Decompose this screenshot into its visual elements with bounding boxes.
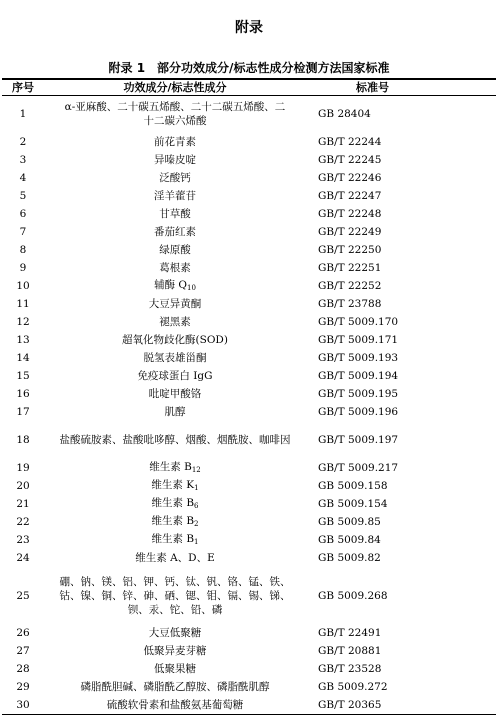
appendix-title: 附录	[235, 20, 263, 36]
component-name	[44, 549, 306, 567]
table-row	[2, 421, 496, 459]
component-name-text: 维生素 B	[151, 514, 195, 527]
standard-number: GB/T 5009.193	[318, 352, 399, 364]
component-subscript: 6	[194, 501, 199, 510]
component-name	[44, 205, 306, 223]
row-number: 7	[19, 226, 27, 238]
table-row	[2, 477, 496, 495]
component-name	[44, 696, 306, 714]
component-name	[44, 295, 306, 313]
row-number: 9	[19, 262, 27, 274]
standard-number: GB/T 5009.171	[318, 334, 399, 346]
table-row	[2, 133, 496, 151]
table-row	[2, 95, 496, 133]
table-row	[2, 295, 496, 313]
row-number: 4	[19, 172, 27, 184]
table-row	[2, 513, 496, 531]
component-name	[44, 241, 306, 259]
row-number: 1	[19, 108, 27, 121]
standards-table-container	[2, 78, 496, 715]
row-number: 29	[16, 681, 30, 693]
component-name-text: 超氧化物歧化酶(SOD)	[122, 334, 228, 346]
component-name-text: 异嗪皮啶	[154, 154, 196, 166]
header-no: 序号	[2, 79, 44, 95]
table-row	[2, 259, 496, 277]
standards-table	[2, 78, 496, 715]
component-name-text: 硫酸软骨素和盐酸氨基葡萄糖	[106, 698, 244, 711]
row-number: 16	[16, 388, 30, 400]
component-name	[44, 513, 306, 531]
component-name-text: 绿原酸	[159, 244, 191, 256]
table-row	[2, 531, 496, 549]
component-name	[44, 660, 306, 678]
component-subscript: 10	[187, 283, 196, 292]
table-row	[2, 403, 496, 421]
component-name	[44, 678, 306, 696]
standard-number: GB/T 22244	[318, 136, 382, 148]
table-row	[2, 367, 496, 385]
component-name-text: 前花青素	[154, 136, 196, 148]
header-component: 功效成分/标志性成分	[44, 79, 306, 95]
table-row	[2, 624, 496, 642]
row-number: 17	[16, 406, 30, 418]
row-number: 20	[16, 480, 30, 492]
header-standard: 标准号	[306, 79, 496, 95]
row-number: 5	[19, 190, 27, 202]
table-row	[2, 313, 496, 331]
component-name	[44, 367, 306, 385]
row-number: 24	[16, 552, 30, 564]
table-row	[2, 385, 496, 403]
row-number: 30	[2, 696, 44, 714]
standard-number: GB/T 22252	[318, 280, 382, 292]
table-row	[2, 331, 496, 349]
standard-number: GB 5009.268	[318, 589, 388, 602]
standard-number: GB 5009.154	[318, 498, 388, 510]
component-name-text: 褪黑素	[159, 316, 191, 328]
component-name-text: 维生素 A、D、E	[135, 552, 215, 564]
standard-number: GB 28404	[318, 108, 371, 121]
row-number: 3	[19, 154, 27, 166]
standard-number: GB/T 22249	[318, 226, 382, 238]
row-number: 22	[16, 516, 30, 528]
table-caption: 附录 1 部分功效成分/标志性成分检测方法国家标准	[108, 61, 390, 75]
standard-number: GB/T 5009.217	[318, 462, 399, 474]
component-name	[44, 277, 306, 295]
component-name-text: α-亚麻酸、二十碳五烯酸、二十二碳五烯酸、二十二碳六烯酸	[64, 101, 286, 128]
table-row	[2, 642, 496, 660]
table-row	[2, 349, 496, 367]
component-name-text: 低聚果糖	[154, 663, 196, 675]
row-number: 21	[16, 498, 30, 510]
row-number: 2	[19, 136, 27, 148]
row-number: 25	[16, 589, 30, 602]
component-name-text: 葛根素	[159, 262, 191, 274]
component-subscript: 1	[194, 537, 199, 546]
row-number: 13	[16, 334, 30, 346]
table-row	[2, 660, 496, 678]
component-name	[44, 495, 306, 513]
standard-number: GB/T 5009.195	[318, 388, 399, 400]
standard-number: GB 5009.272	[318, 681, 388, 693]
table-row	[2, 151, 496, 169]
row-number: 10	[16, 280, 30, 292]
row-number: 8	[19, 244, 27, 256]
component-subscript: 12	[191, 465, 201, 474]
standard-number: GB/T 22248	[318, 208, 382, 220]
component-name-text: 番茄红素	[154, 226, 196, 238]
table-row	[2, 205, 496, 223]
component-name-text: 维生素 B	[149, 460, 192, 473]
row-number: 12	[16, 316, 30, 328]
component-name-text: 甘草酸	[159, 208, 191, 220]
standard-number: GB/T 20881	[318, 645, 382, 657]
component-subscript: 2	[194, 519, 199, 528]
row-number: 19	[16, 462, 30, 474]
component-subscript: 1	[194, 483, 199, 492]
table-body	[2, 95, 496, 714]
component-name	[44, 642, 306, 660]
component-name-text: 磷脂酰胆碱、磷脂酰乙醇胺、磷脂酰肌醇	[80, 681, 270, 693]
component-name-text: 维生素 B	[151, 532, 195, 545]
table-row	[2, 277, 496, 295]
component-name	[44, 95, 306, 133]
standard-number: GB/T 22491	[318, 627, 382, 639]
table-row	[2, 567, 496, 624]
component-name	[44, 349, 306, 367]
standard-number: GB 5009.82	[318, 552, 381, 564]
standard-number: GB/T 20365	[306, 696, 496, 714]
component-name	[44, 385, 306, 403]
component-name	[44, 477, 306, 495]
component-name-text: 维生素 K	[151, 478, 195, 491]
standard-number: GB/T 22245	[318, 154, 382, 166]
row-number: 14	[16, 352, 30, 364]
row-number: 27	[16, 645, 30, 657]
row-number: 23	[16, 534, 30, 546]
standard-number: GB 5009.158	[318, 480, 388, 492]
standard-number: GB/T 5009.196	[318, 406, 399, 418]
standard-number: GB/T 23788	[318, 298, 382, 310]
component-name	[44, 331, 306, 349]
component-name	[44, 624, 306, 642]
component-name-text: 硼、钠、镁、铝、钾、钙、钛、钒、铬、锰、铁、钴、镍、铜、锌、砷、硒、锶、钼、镉、锡、锑、钡、汞、铊、铅、磷	[59, 575, 291, 616]
standard-number: GB/T 5009.194	[318, 370, 399, 382]
component-name-text: 辅酶 Q	[154, 278, 188, 291]
row-number: 26	[16, 627, 30, 639]
table-row	[2, 495, 496, 513]
component-name	[44, 459, 306, 477]
table-row	[2, 241, 496, 259]
component-name-text: 盐酸硫胺素、盐酸吡哆醇、烟酸、烟酰胺、咖啡因	[59, 434, 291, 446]
row-number: 6	[19, 208, 27, 220]
standard-number: GB/T 22246	[318, 172, 382, 184]
standard-number: GB/T 22251	[318, 262, 382, 274]
component-name	[44, 151, 306, 169]
row-number: 15	[16, 370, 30, 382]
component-name-text: 大豆低聚糖	[148, 627, 202, 639]
table-row	[2, 223, 496, 241]
row-number: 28	[16, 663, 30, 675]
component-name-text: 泛酸钙	[159, 172, 191, 184]
row-number: 11	[16, 298, 30, 310]
table-header-row	[2, 79, 496, 95]
component-name-text: 低聚异麦芽糖	[143, 645, 207, 657]
table-row	[2, 678, 496, 696]
row-number: 18	[16, 434, 30, 446]
component-name-text: 维生素 B	[151, 496, 195, 509]
component-name-text: 大豆异黄酮	[148, 298, 202, 310]
standard-number: GB/T 5009.197	[318, 434, 399, 446]
table-row	[2, 549, 496, 567]
component-name-text: 肌醇	[164, 406, 186, 418]
component-name	[44, 133, 306, 151]
component-name	[44, 403, 306, 421]
table-row	[2, 169, 496, 187]
table-row	[2, 187, 496, 205]
component-name	[44, 531, 306, 549]
component-name	[44, 259, 306, 277]
component-name-text: 免疫球蛋白 IgG	[137, 370, 213, 382]
standard-number: GB/T 5009.170	[318, 316, 399, 328]
component-name	[44, 567, 306, 624]
standard-number: GB 5009.85	[318, 516, 381, 528]
table-row	[2, 696, 496, 714]
component-name	[44, 421, 306, 459]
component-name	[44, 313, 306, 331]
component-name	[44, 223, 306, 241]
component-name-text: 淫羊藿苷	[154, 190, 196, 202]
table-row	[2, 459, 496, 477]
component-name-text: 脱氢表雄甾酮	[143, 352, 207, 364]
standard-number: GB/T 22250	[318, 244, 382, 256]
standard-number: GB 5009.84	[318, 534, 381, 546]
component-name	[44, 187, 306, 205]
standard-number: GB/T 22247	[318, 190, 382, 202]
component-name-text: 吡啶甲酸铬	[148, 388, 202, 400]
component-name	[44, 169, 306, 187]
standard-number: GB/T 23528	[318, 663, 382, 675]
